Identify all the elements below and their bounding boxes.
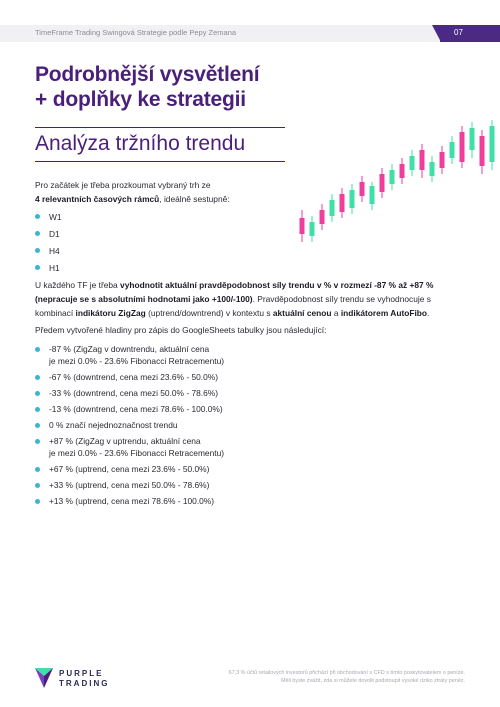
bullet-icon xyxy=(35,483,40,488)
candle xyxy=(370,186,375,204)
list-item: +33 % (uptrend, cena mezi 50.0% - 78.6%) xyxy=(35,479,224,491)
list-item: +87 % (ZigZag v uptrendu, aktuální cena je mezi 0.0% - 23.6% Fibonacci Retracementu) xyxy=(35,435,224,459)
candle xyxy=(330,200,335,216)
purple-trading-logo: PURPLE TRADING xyxy=(35,668,53,693)
candle xyxy=(430,162,435,176)
bullet-icon xyxy=(35,214,40,219)
candle xyxy=(400,164,405,178)
list-item: -13 % (downtrend, cena mezi 78.6% - 100.0%) xyxy=(35,403,224,415)
list-item: -33 % (downtrend, cena mezi 50.0% - 78.6%) xyxy=(35,387,224,399)
candle xyxy=(450,142,455,158)
list-item: +13 % (uptrend, cena mezi 78.6% - 100.0%) xyxy=(35,495,224,507)
timeframe-list xyxy=(35,210,62,278)
section-heading: Analýza tržního trendu xyxy=(35,132,246,155)
candle xyxy=(460,132,465,162)
risk-disclaimer: 67,3 % účtů retailových investorů přichází při obchodování s CFD s tímto poskytovatelem o peníze. Měli byste zvážit, zda si můžete dovolit podstoupit vysoké riziko ztráty peněz. xyxy=(228,670,465,684)
candle xyxy=(380,174,385,192)
candle xyxy=(310,222,315,236)
list-item: 0 % značí nejednoznačnost trendu xyxy=(35,419,224,431)
bullet-icon xyxy=(35,467,40,472)
list-item: +67 % (uptrend, cena mezi 23.6% - 50.0%) xyxy=(35,463,224,475)
bullet-icon xyxy=(35,391,40,396)
candle xyxy=(420,150,425,170)
candle xyxy=(410,156,415,170)
candle xyxy=(440,152,445,168)
bullet-icon xyxy=(35,423,40,428)
bullet-icon xyxy=(35,248,40,253)
page-number: 07 xyxy=(454,28,463,37)
candle xyxy=(470,128,475,150)
candle xyxy=(480,136,485,166)
bullet-icon xyxy=(35,347,40,352)
candlestick-illustration xyxy=(290,118,500,258)
bullet-icon xyxy=(35,439,40,444)
candle xyxy=(390,170,395,184)
bullet-icon xyxy=(35,407,40,412)
title-divider xyxy=(35,127,285,128)
bullet-icon xyxy=(35,231,40,236)
logo-icon xyxy=(35,668,53,688)
header-bar xyxy=(0,25,500,42)
list-item: -67 % (downtrend, cena mezi 23.6% - 50.0%) xyxy=(35,371,224,383)
candle xyxy=(340,194,345,212)
list-item: D1 xyxy=(35,227,62,244)
bullet-icon xyxy=(35,375,40,380)
trend-probability-paragraph: U každého TF je třeba vyhodnotit aktuální pravděpodobnost síly trendu v % v rozmezí -87 % až +87 % (nepracuje se s absolutními hodnotami jako +100/-100). Pravděpodobnost síly trendu se vyhodnocuje s kombinací indikátoru ZigZag (uptrend/downtrend) v kontextu s aktuální cenou a indikátorem AutoFibo. xyxy=(35,280,434,318)
list-item: W1 xyxy=(35,210,62,227)
levels-list xyxy=(35,343,224,511)
page-title: Podrobnější vysvětlení + doplňky ke strategii xyxy=(35,63,260,111)
intro-paragraph: Pro začátek je třeba prozkoumat vybraný trh ze 4 relevantních časových rámců, ideálně sestupně: xyxy=(35,180,230,204)
candle xyxy=(490,126,495,162)
candle xyxy=(320,210,325,224)
list-item: H1 xyxy=(35,261,62,278)
levels-intro-paragraph: Předem vytvořené hladiny pro zápis do GoogleSheets tabulky jsou následující: xyxy=(35,325,327,335)
list-item: H4 xyxy=(35,244,62,261)
list-item: -87 % (ZigZag v downtrendu, aktuální cena je mezi 0.0% - 23.6% Fibonacci Retracementu) xyxy=(35,343,224,367)
bullet-icon xyxy=(35,499,40,504)
candle xyxy=(300,218,305,234)
candle xyxy=(360,182,365,196)
running-header-title: TimeFrame Trading Swingová Strategie podle Pepy Zemana xyxy=(35,28,237,37)
candle xyxy=(350,190,355,208)
bullet-icon xyxy=(35,265,40,270)
section-divider xyxy=(35,161,285,162)
